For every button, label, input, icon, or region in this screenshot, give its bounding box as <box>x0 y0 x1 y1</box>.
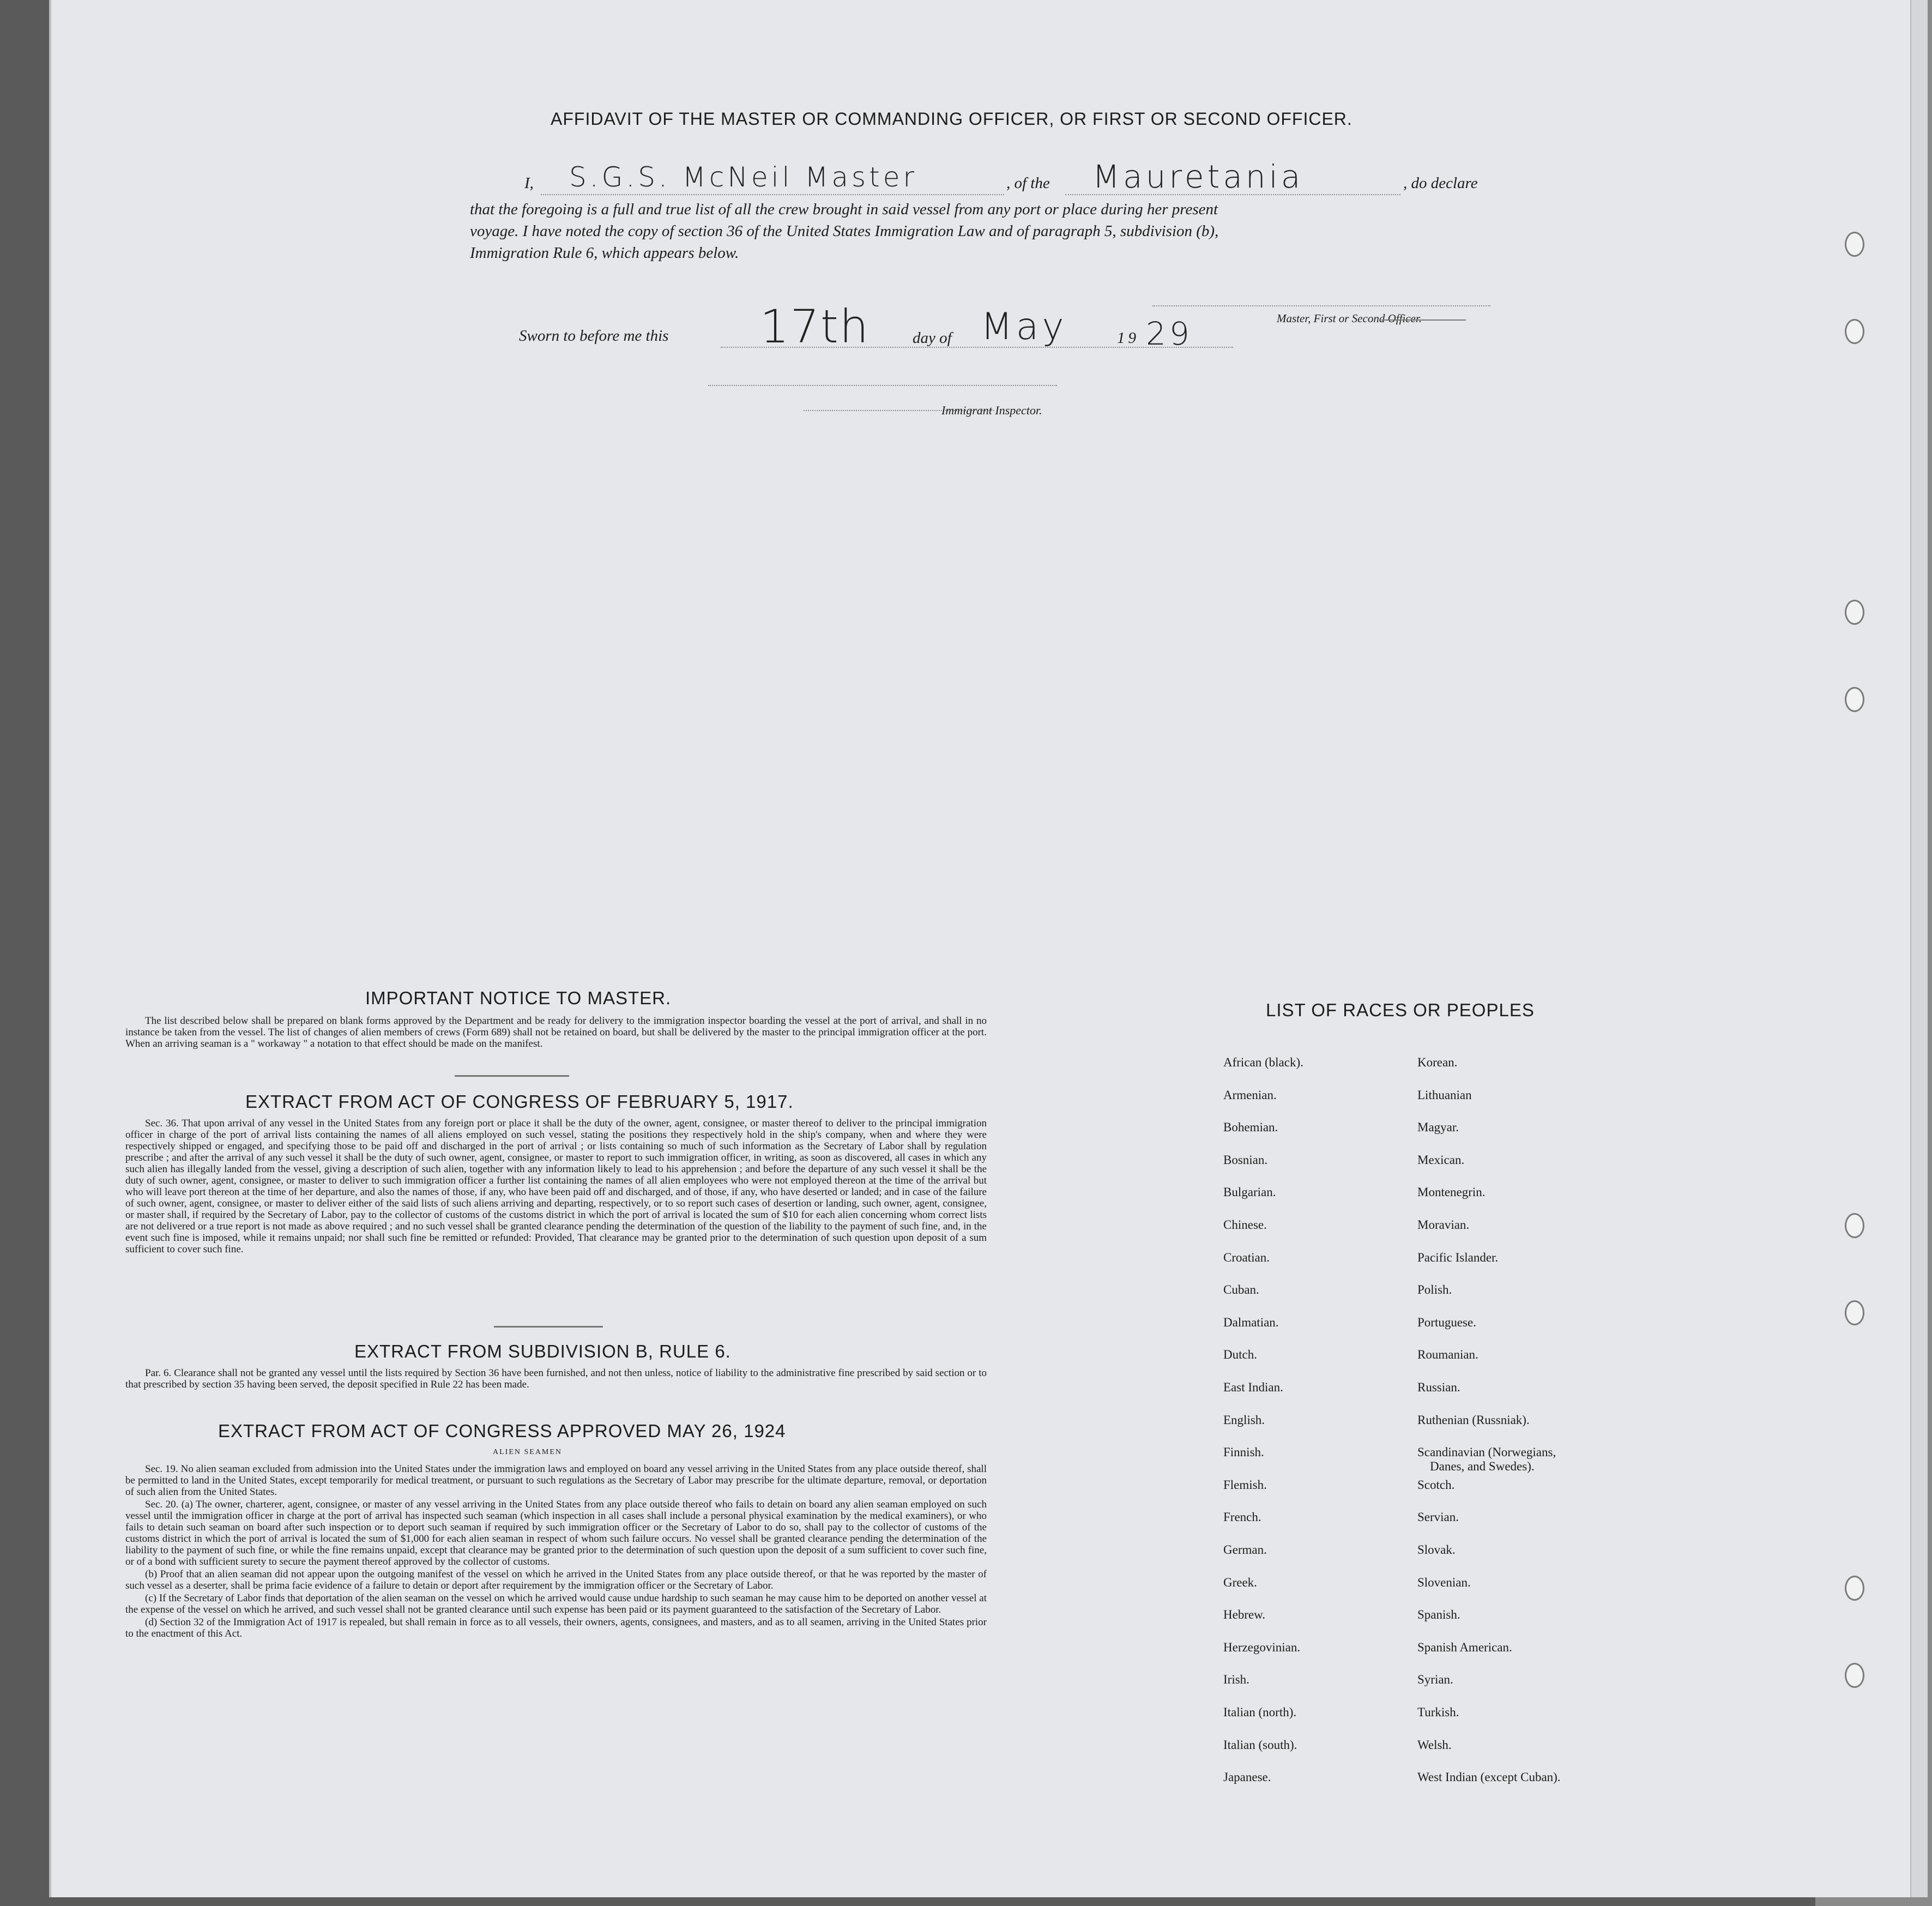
binder-hole <box>1845 319 1864 344</box>
binder-hole <box>1845 1213 1864 1238</box>
extract-rule6-heading: EXTRACT FROM SUBDIVISION B, RULE 6. <box>354 1341 731 1361</box>
right-race-item: Scandinavian (Norwegians, Danes, and Swedes). <box>1417 1445 1556 1474</box>
page-binding-strip <box>1910 0 1928 1897</box>
right-race-item: Slovenian. <box>1417 1575 1471 1589</box>
sec-20c-paragraph: (c) If the Secretary of Labor finds that deportation of the alien seaman on the vessel on which he arrived would cause undue hardship to such seaman he may cause him to be deported on another vessel at the expense of the vessel on which he arrived, and such vessel shall not be granted clearance until such expense has been paid or its payment guaranteed to the satisfaction of the Secretary of Labor. <box>125 1593 987 1615</box>
binder-hole <box>1845 232 1864 257</box>
affidavit-line-2: that the foregoing is a full and true list of all the crew brought in said vessel from any port or place during her present <box>470 201 1218 218</box>
right-race-item: Montenegrin. <box>1417 1185 1486 1199</box>
sec-19-paragraph: Sec. 19. No alien seaman excluded from admission into the United States under the immigration laws and employed on board any vessel arriving in the United States from any place outside thereof, shall be permitted to land in the United States, except temporarily for medical treatment, or pursuant to such regulations as the Secretary of Labor may prescribe for the ultimate departure, removal, or deportation of such alien from the United States. <box>125 1463 987 1498</box>
of-the-label: , of the <box>1006 174 1050 192</box>
affidavit-line-4: Immigration Rule 6, which appears below. <box>470 244 739 262</box>
left-race-item: Dutch. <box>1223 1348 1257 1362</box>
left-race-item: Irish. <box>1223 1673 1249 1687</box>
do-declare-label: , do declare <box>1403 174 1478 192</box>
master-name-handwritten: S.G.S. McNeil Master <box>569 161 918 193</box>
sworn-label: Sworn to before me this <box>519 327 669 345</box>
rule6-paragraph: Par. 6. Clearance shall not be granted any vessel until the lists required by Section 36 have been furnished, and not then unless, notice of liability to the administrative fine prescribed by said section or to that prescribed by section 35 having been served, the deposit specified in Rule 22 has been made. <box>125 1367 987 1390</box>
notice-paragraph: The list described below shall be prepared on blank forms approved by the Department and be ready for delivery to the immigration inspector boarding the vessel at the port of arrival, and shall in no instance be taken from the vessel. The list of changes of alien members of crews (Form 689) shall not be retained on board, but shall be delivered by the master to the principal immigration officer at the port. When an arriving seaman is a " workaway " a notation to that effect should be made on the manifest. <box>125 1015 987 1049</box>
races-heading: LIST OF RACES OR PEOPLES <box>1266 1000 1535 1020</box>
alien-seamen-subheading: ALIEN SEAMEN <box>493 1448 563 1456</box>
right-race-item: Mexican. <box>1417 1153 1465 1167</box>
right-race-item: Pacific Islander. <box>1417 1250 1499 1264</box>
left-race-item: East Indian. <box>1223 1380 1283 1394</box>
left-race-item: Hebrew. <box>1223 1608 1266 1622</box>
sec-20d-paragraph: (d) Section 32 of the Immigration Act of 1917 is repealed, but shall remain in force as to all vessels, their owners, agents, consignees, and masters, and as to all seamen, arriving in the United States prior to the enactment of this Act. <box>125 1617 987 1639</box>
vessel-name-handwritten: Mauretania <box>1092 158 1304 195</box>
binder-hole <box>1845 1576 1864 1601</box>
right-race-item: Russian. <box>1417 1380 1460 1394</box>
right-race-item: Magyar. <box>1417 1120 1459 1135</box>
officer-strikethrough <box>1381 319 1466 321</box>
right-race-item: Korean. <box>1417 1055 1458 1069</box>
sec-20a-paragraph: Sec. 20. (a) The owner, charterer, agent, consignee, or master of any vessel arriving in the United States from any place outside thereof who fails to detain on board any alien seaman employed on such vessel until the immigration officer in charge at the port of arrival has inspected such seaman (which inspection in all cases shall include a personal physical examination by the medical examiners), or who fails to detain such seaman on board after such inspection or to deport such seaman if required by such immigration officer or the Secretary of Labor to do so, shall pay to the collector of customs of the customs district in which the port of arrival is located the sum of $1,000 for each alien seaman in respect of whom such failure occurs. No vessel shall be granted clearance pending the determination of the liability to the payment of such fine, or while the fine remains unpaid, except that clearance may be granted prior to the determination of such question upon the deposit of a sum sufficient to cover such fine, or of a bond with sufficient surety to secure the payment thereof approved by the collector of customs. <box>125 1499 987 1567</box>
year-printed: 19 <box>1117 329 1139 347</box>
extract-1924-text <box>125 1463 987 1640</box>
affidavit-i-label: I, <box>524 174 534 192</box>
left-race-item: Cuban. <box>1223 1283 1259 1297</box>
extract-1917-text <box>125 1118 987 1256</box>
left-race-item: French. <box>1223 1510 1261 1524</box>
binder-hole <box>1845 1300 1864 1325</box>
left-race-item: Armenian. <box>1223 1088 1277 1102</box>
officer-signature-line <box>1152 305 1490 306</box>
left-race-item: Bohemian. <box>1223 1120 1278 1135</box>
inspector-caption: Immigrant Inspector. <box>941 403 1042 417</box>
right-race-item: Welsh. <box>1417 1738 1452 1752</box>
right-race-item: Servian. <box>1417 1510 1459 1524</box>
officer-caption: Master, First or Second Officer. <box>1277 312 1422 325</box>
right-race-item: Scotch. <box>1417 1477 1455 1492</box>
affidavit-heading: AFFIDAVIT OF THE MASTER OR COMMANDING OFFICER, OR FIRST OR SECOND OFFICER. <box>551 109 1353 129</box>
left-race-item: Chinese. <box>1223 1218 1267 1232</box>
name-line <box>541 194 1004 195</box>
left-race-item: Italian (north). <box>1223 1705 1297 1719</box>
month-handwritten: May <box>981 305 1067 348</box>
left-race-item: Flemish. <box>1223 1477 1267 1492</box>
binder-hole <box>1845 600 1864 625</box>
right-race-item: Portuguese. <box>1417 1315 1476 1329</box>
manifest-page <box>49 0 1921 1897</box>
affidavit-line-3: voyage. I have noted the copy of section 36 of the United States Immigration Law and of paragraph 5, subdivision (b), <box>470 222 1219 240</box>
day-handwritten: 17th <box>760 300 870 353</box>
section-divider <box>455 1075 569 1077</box>
section-divider <box>494 1326 603 1328</box>
left-race-item: Croatian. <box>1223 1250 1270 1264</box>
extract-1924-heading: EXTRACT FROM ACT OF CONGRESS APPROVED MAY 26, 1924 <box>218 1421 786 1441</box>
left-race-item: Italian (south). <box>1223 1738 1297 1752</box>
right-race-item: Moravian. <box>1417 1218 1470 1232</box>
extract-rule6-text <box>125 1367 987 1391</box>
extract-1917-heading: EXTRACT FROM ACT OF CONGRESS OF FEBRUARY 5, 1917. <box>245 1091 794 1112</box>
sworn-date-line <box>721 347 1233 348</box>
right-race-item: Slovak. <box>1417 1543 1456 1557</box>
section-36-paragraph: Sec. 36. That upon arrival of any vessel in the United States from any foreign port or place it shall be the duty of the owner, agent, consignee, or master thereof to deliver to the principal immigration officer in charge of the port of arrival lists containing the names of all aliens employed on such vessel, stating the positions they respectively hold in the ship's company, when and where they were respectively shipped or engaged, and specifying those to be paid off and discharged in the port of arrival ; or lists containing so much of such information as the Secretary of Labor shall by regulation prescribe ; and after the arrival of any such vessel it shall be the duty of such owner, agent, consignee, or master to report to such immigration officer, in writing, as soon as discovered, all cases in which any such alien has illegally landed from the vessel, giving a description of such alien, together with any information likely to lead to his apprehension ; and before the departure of any such vessel it shall be the duty of such owner, agent, consignee, or master to deliver to such immigration officer a further list containing the names of all alien employees who were not employed thereon at the time of the arrival but who will leave port thereon at the time of her departure, and also the names of those, if any, who have been paid off and discharged, and of those, if any, who have deserted or landed; and in case of the failure of such owner, agent, consignee, or master to deliver either of the said lists of such aliens arriving and departing, respectively, or to so report such cases of desertion or landing, such owner, agent, consignee, or master shall, if required by the Secretary of Labor, pay to the collector of customs of the customs district in which the port of arrival is located the sum of $10 for each alien concerning whom correct lists are not delivered or a true report is not made as above required ; and no such vessel shall be granted clearance pending the determination of the question of the liability to the payment of such fine, and, in the event such fine is imposed, while it remains unpaid; nor shall such fine be remitted or refunded: Provided, That clearance may be granted prior to the determination of such question upon deposit of a sum sufficient to cover such fine. <box>125 1118 987 1255</box>
vessel-line <box>1065 194 1400 195</box>
right-race-item: Roumanian. <box>1417 1348 1478 1362</box>
right-race-item: Turkish. <box>1417 1705 1459 1719</box>
right-race-item: Spanish. <box>1417 1608 1460 1622</box>
day-of-label: day of <box>913 329 952 347</box>
left-race-item: African (black). <box>1223 1055 1303 1069</box>
left-race-item: Bulgarian. <box>1223 1185 1276 1199</box>
left-race-item: Greek. <box>1223 1575 1257 1589</box>
binder-hole <box>1845 687 1864 712</box>
sec-20b-paragraph: (b) Proof that an alien seaman did not appear upon the outgoing manifest of the vessel on which he arrived in the United States from any place outside thereof, or that he was reported by the master of such vessel as a deserter, shall be prima facie evidence of a failure to detain or deport after requirement by the immigration officer or the Secretary of Labor. <box>125 1569 987 1591</box>
left-race-item: Japanese. <box>1223 1770 1271 1784</box>
left-race-item: German. <box>1223 1543 1267 1557</box>
binder-hole <box>1845 1663 1864 1688</box>
right-race-item: Syrian. <box>1417 1673 1453 1687</box>
left-race-item: Dalmatian. <box>1223 1315 1279 1329</box>
notice-text <box>125 1015 987 1051</box>
right-race-item: Lithuanian <box>1417 1088 1472 1102</box>
right-race-item: Ruthenian (Russniak). <box>1417 1413 1530 1427</box>
left-race-item: Herzegovinian. <box>1223 1640 1301 1654</box>
right-race-item: Polish. <box>1417 1283 1452 1297</box>
right-race-item: Spanish American. <box>1417 1640 1512 1654</box>
inspector-line-1 <box>708 385 1057 386</box>
left-race-item: Finnish. <box>1223 1445 1264 1459</box>
notice-heading: IMPORTANT NOTICE TO MASTER. <box>365 988 672 1008</box>
right-race-item: West Indian (except Cuban). <box>1417 1770 1561 1784</box>
year-handwritten: 29 <box>1146 315 1193 352</box>
left-race-item: English. <box>1223 1413 1265 1427</box>
left-race-item: Bosnian. <box>1223 1153 1268 1167</box>
